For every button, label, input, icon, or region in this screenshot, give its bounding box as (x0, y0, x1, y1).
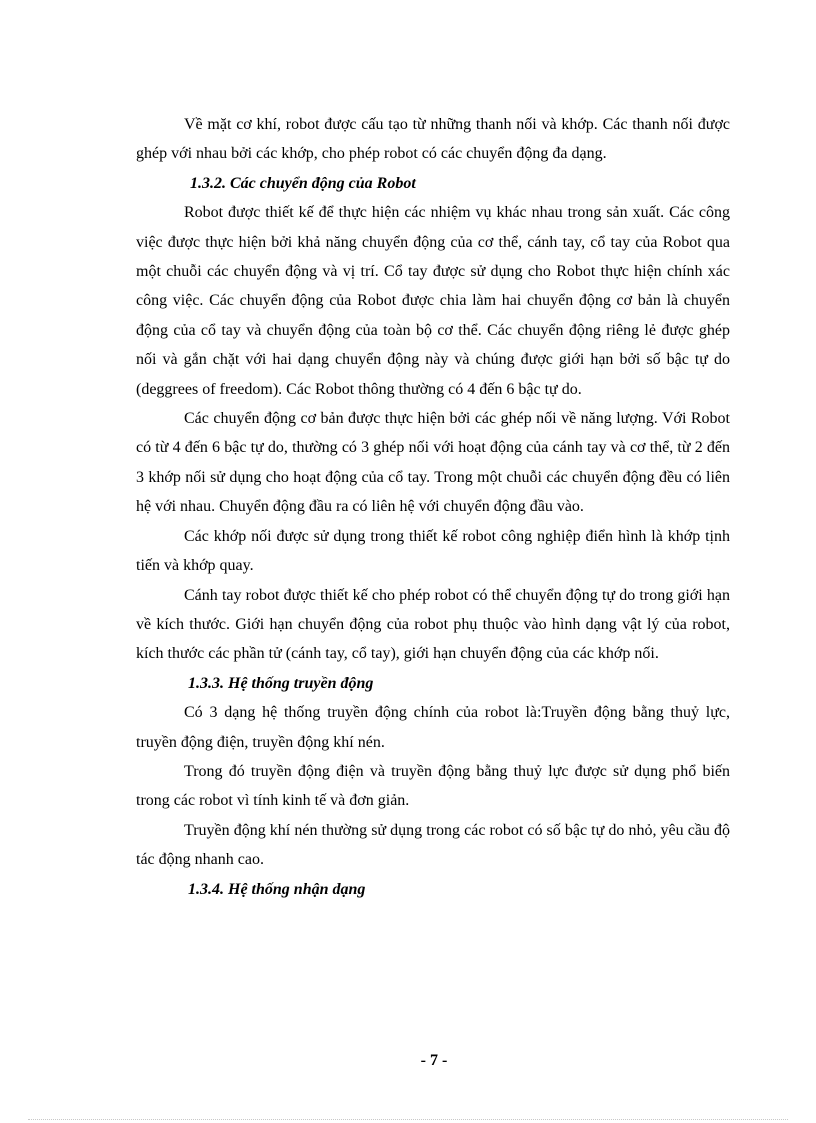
page-number: - 7 - (420, 1052, 448, 1069)
paragraph-mechanical-structure: Về mặt cơ khí, robot được cấu tạo từ những thanh nối và khớp. Các thanh nối được ghép với nhau bởi các khớp, cho phép robot có các chuyển động đa dạng. (136, 116, 730, 163)
paragraph-robot-arm: Cánh tay robot được thiết kế cho phép robot có thể chuyển động tự do trong giới hạn về kích thước. Giới hạn chuyển động của robot phụ thuộc vào hình dạng vật lý của robot, kích thước các phần tử (cánh tay, cổ tay), giới hạn chuyển động của các khớp nối. (136, 586, 730, 663)
section-heading-1-3-2: 1.3.2. Các chuyển động của Robot (190, 174, 416, 192)
paragraph-joints: Các khớp nối được sử dụng trong thiết kế robot công nghiệp điển hình là khớp tịnh tiến và khớp quay. (136, 527, 730, 575)
paragraph-pneumatic: Truyền động khí nén thường sử dụng trong các robot có số bậc tự do nhỏ, yêu cầu độ tác động nhanh cao. (136, 821, 730, 869)
paragraph-robot-motions: Robot được thiết kế để thực hiện các nhiệm vụ khác nhau trong sản xuất. Các công việc được thực hiện bởi khả năng chuyển động của cơ thể, cánh tay, cổ tay của Robot qua một chuỗi các chuyển động và vị trí. Cổ tay được sử dụng cho Robot thực hiện chính xác công việc. Các chuyển động của Robot được chia làm hai chuyển động cơ bản là chuyển động của cổ tay và chuyển động của toàn bộ cơ thể. Các chuyển động riêng lẻ được ghép nối và gắn chặt với hai dạng chuyển động này và chúng được giới hạn bởi số bậc tự do (deggrees of freedom). Các Robot thông thường có 4 đến 6 bậc tự do. (136, 204, 730, 398)
document-body (136, 110, 730, 904)
section-heading-1-3-4: 1.3.4. Hệ thống nhận dạng (188, 880, 366, 898)
footer-divider (28, 1119, 788, 1120)
paragraph-basic-motions: Các chuyển động cơ bản được thực hiện bởi các ghép nối về năng lượng. Với Robot có từ 4 đến 6 bậc tự do, thường có 3 ghép nối với hoạt động của cánh tay và cơ thể, từ 2 đến 3 khớp nối sử dụng cho hoạt động của cổ tay. Trong một chuỗi các chuyển động đều có liên hệ với nhau. Chuyển động đầu ra có liên hệ với chuyển động đầu vào. (136, 410, 730, 516)
paragraph-electric-hydraulic: Trong đó truyền động điện và truyền động bằng thuỷ lực được sử dụng phổ biến trong các robot vì tính kinh tế và đơn giản. (136, 762, 730, 810)
section-heading-1-3-3: 1.3.3. Hệ thống truyền động (188, 674, 374, 692)
paragraph-drive-types: Có 3 dạng hệ thống truyền động chính của robot là:Truyền động bằng thuỷ lực, truyền động điện, truyền động khí nén. (136, 704, 730, 751)
